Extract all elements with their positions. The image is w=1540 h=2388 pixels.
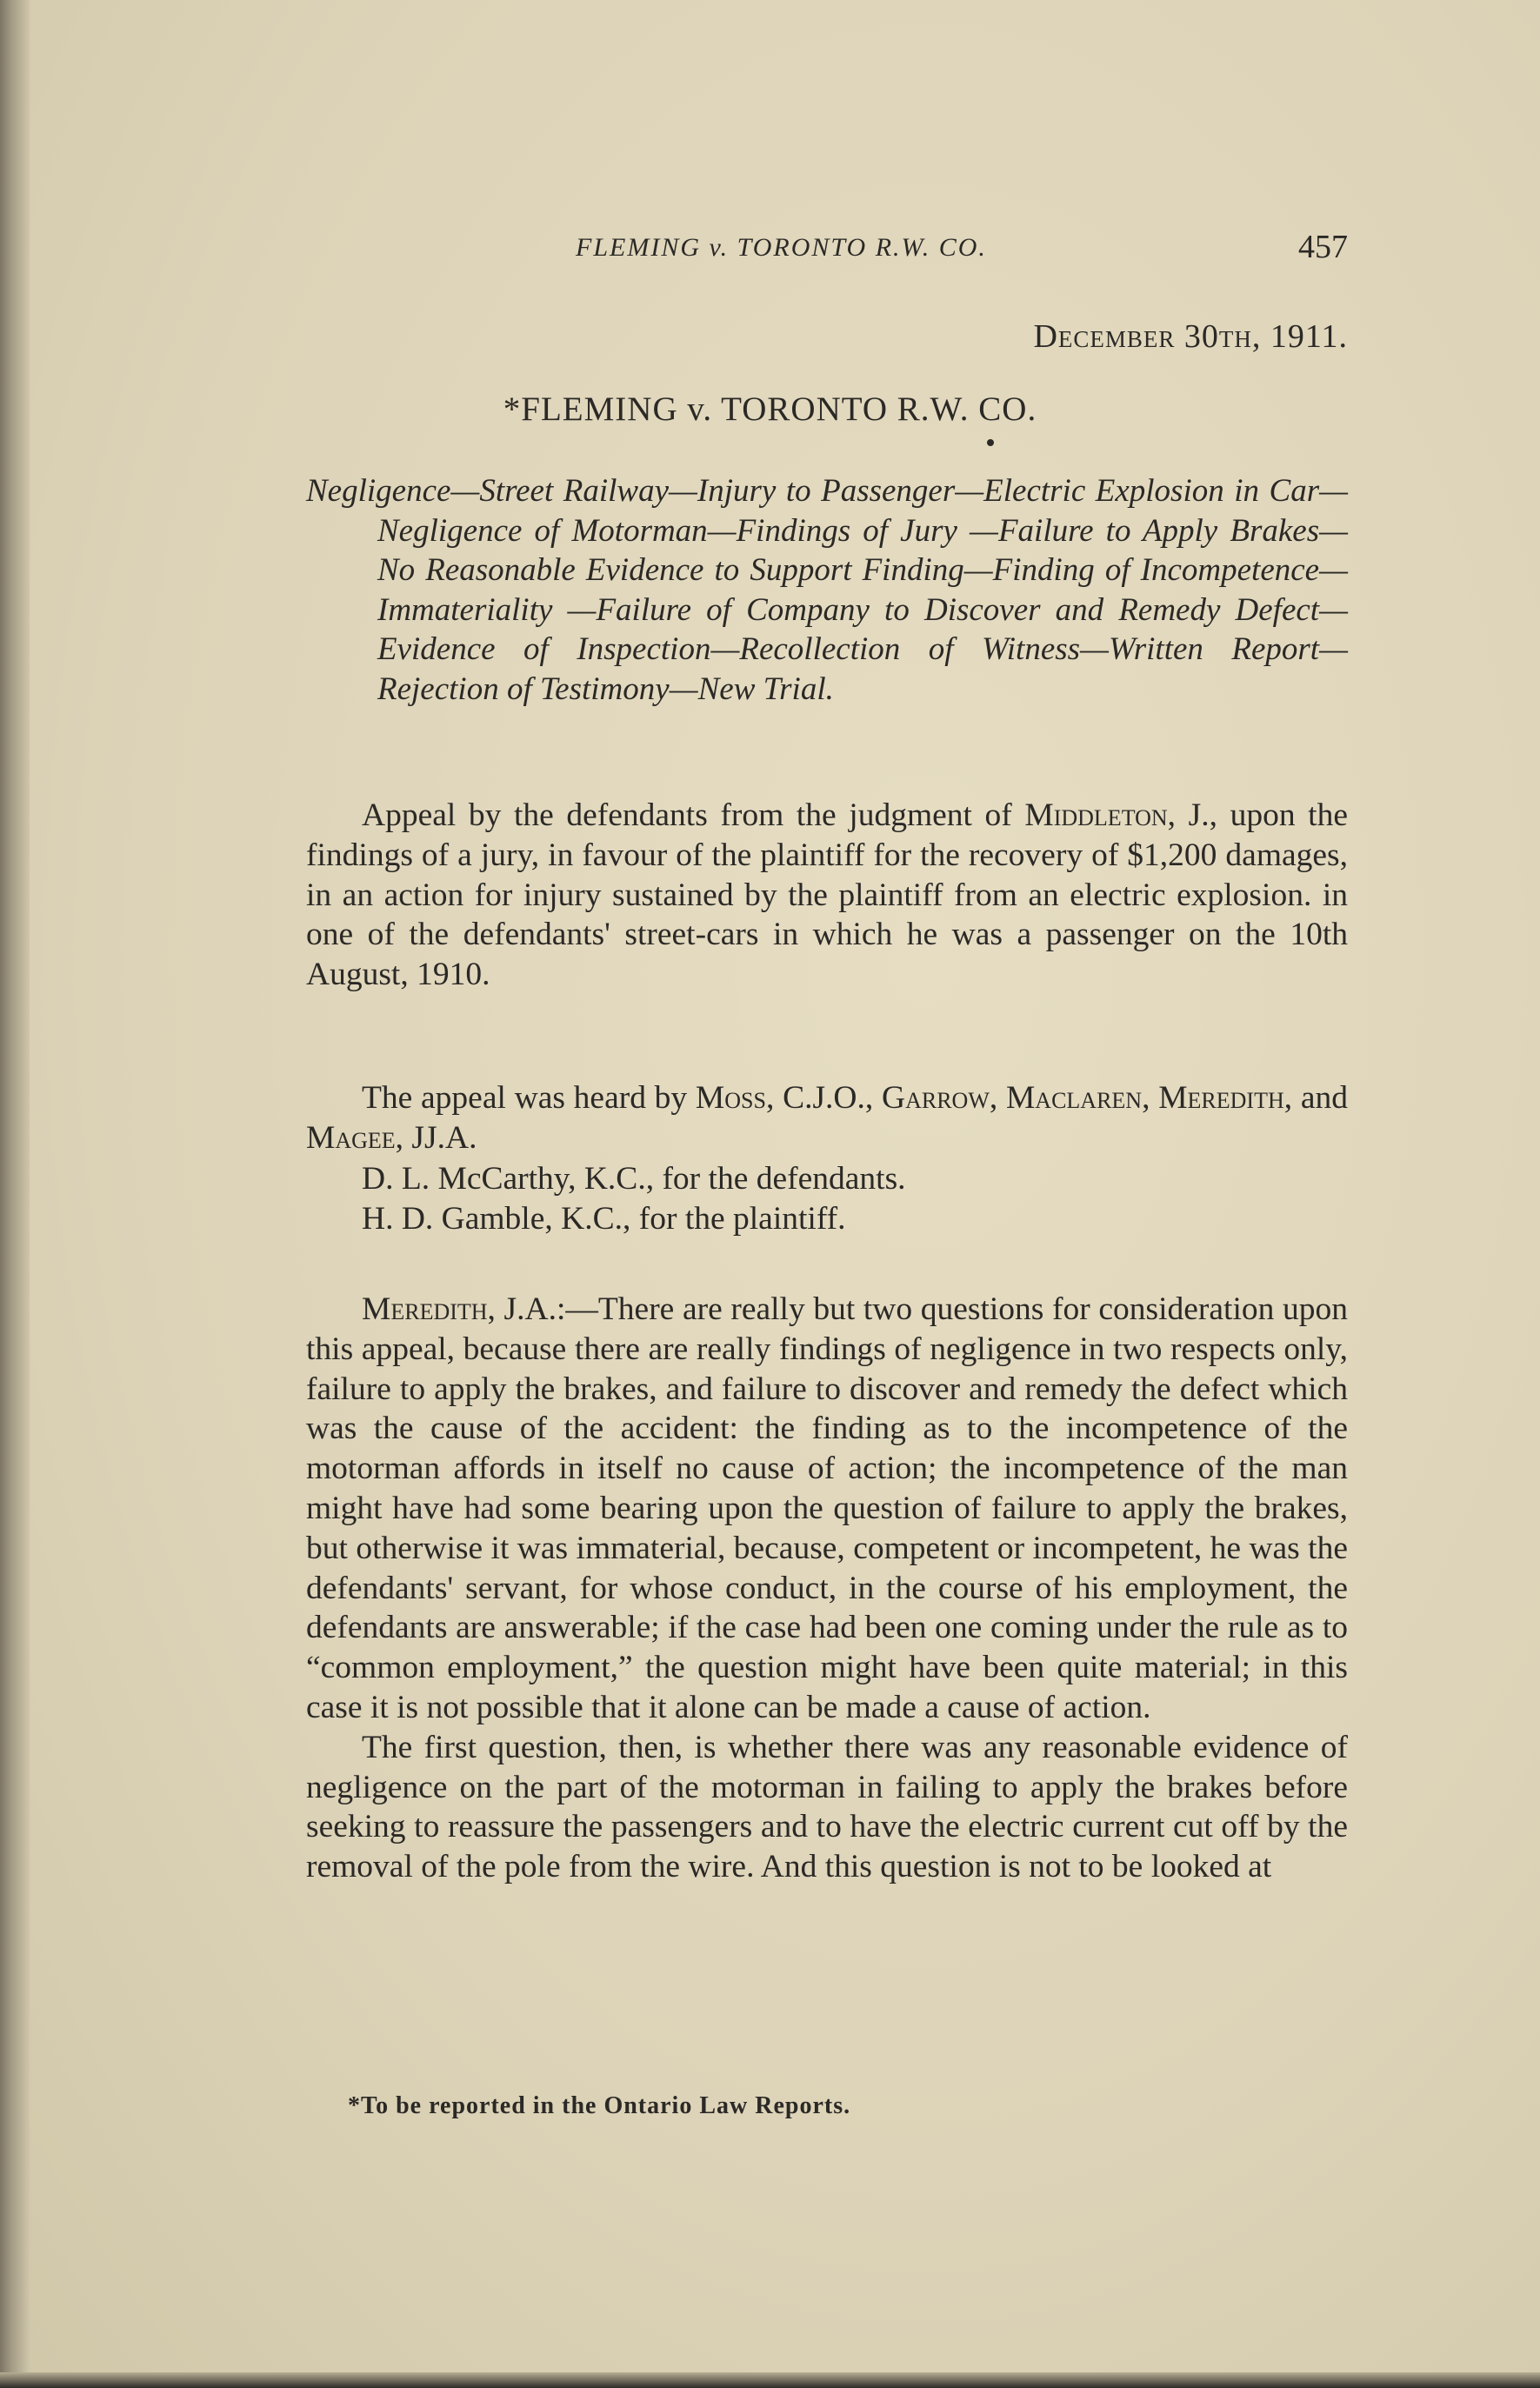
appeal-judge: Middleton <box>1024 797 1168 833</box>
heard-magee: Magee <box>306 1119 396 1156</box>
footnote: *To be reported in the Ontario Law Reports. <box>348 2092 851 2119</box>
heard-text-5: , and <box>1283 1080 1349 1116</box>
heard-garrow: Garrow <box>882 1080 990 1116</box>
counsel-plaintiff: H. D. Gamble, K.C., for the plaintiff. <box>362 1201 846 1237</box>
running-head: FLEMING v. TORONTO R.W. CO. <box>576 233 987 262</box>
heard-paragraph <box>306 1078 1348 1158</box>
bottom-edge <box>0 2372 1540 2388</box>
judgment-block <box>306 1290 1348 1887</box>
appeal-paragraph <box>306 796 1348 995</box>
page-header <box>304 228 1348 271</box>
judgment-judge: Meredith <box>362 1291 488 1327</box>
judgment-paragraph-2: The first question, then, is whether there was any reasonable evidence of negligence on the part of the motorman in failing to apply the brakes before seeking to reassure the passengers and to have the electric current cut off by the removal of the pole from the wire. And this question is not to be looked at <box>306 1729 1348 1885</box>
heard-paragraph-block <box>306 1078 1348 1158</box>
judgment-text-1: There are really but two questions for consideration upon this appeal, because there are really findings of negligence in two respects only, failure to apply the brakes, and failure to discover and remedy the defect which was the cause of the accident: the finding as to the incompetence of the motorman affords in itself no cause of action; the incompetence of the man might have had some bearing upon the question of failure to apply the brakes, but otherwise it was immaterial, because, competent or incompetent, he was the defendants' servant, for whose conduct, in the course of his employment, the defendants are answerable; if the case had been one coming under the rule as to “common employment,” the question might have been quite material; in this case it is not possible that it alone can be made a cause of action. <box>306 1291 1349 1725</box>
appeal-paragraph-block <box>306 796 1348 995</box>
heard-moss: Moss <box>695 1080 766 1116</box>
date-line: December 30th, 1911. <box>1033 318 1348 355</box>
appeal-text-1: Appeal by the defendants from the judgment of <box>362 797 1025 833</box>
judgment-judge-suffix: , J.A.:— <box>487 1291 598 1327</box>
appeal-text-2: , J., upon the findings of a jury, in favour of the plaintiff for the recovery of $1,200 damages, in an action for injury sustained by the plaintiff from an electric explosion. in one of the defendants' street-cars in which he was a passenger on the 10th August, 1910. <box>306 797 1348 993</box>
heard-text-3: , <box>989 1080 1006 1116</box>
title-dot <box>987 439 994 446</box>
heard-text-1: The appeal was heard by <box>362 1080 696 1116</box>
heard-text-4: , <box>1142 1080 1159 1116</box>
headnote <box>306 471 1348 709</box>
heard-text-2: , C.J.O., <box>765 1080 882 1116</box>
binding-edge <box>0 0 30 2388</box>
judgment-paragraph-1 <box>306 1290 1348 1728</box>
case-title: *FLEMING v. TORONTO R.W. CO. <box>503 390 1037 428</box>
counsel-defendants: D. L. McCarthy, K.C., for the defendants. <box>362 1161 906 1197</box>
heard-meredith: Meredith <box>1158 1080 1284 1116</box>
page-number: 457 <box>1298 229 1348 265</box>
headnote-text: Negligence—Street Railway—Injury to Passenger—Electric Explosion in Car—Negligence of Motorman—Findings of Jury —Failure to Apply Brakes—No Reasonable Evidence to Support Finding—Finding of Incompetence—Immateriality —Failure of Company to Discover and Remedy Defect— Evidence of Inspection—Recollection of Witness—Written Report—Rejection of Testimony—New Trial. <box>306 473 1348 707</box>
heard-text-6: , JJ.A. <box>395 1119 477 1156</box>
heard-maclaren: Maclaren <box>1005 1080 1143 1116</box>
